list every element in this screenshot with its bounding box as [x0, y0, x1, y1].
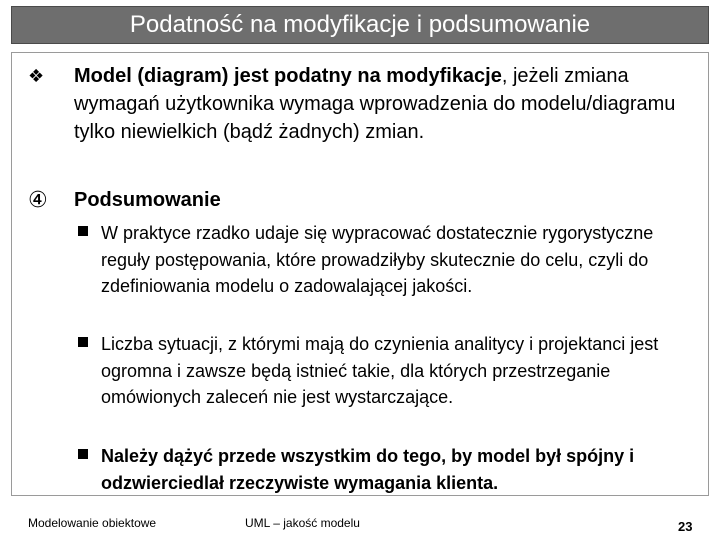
bullet-modifiability [28, 62, 688, 146]
bullet-summary-label: Podsumowanie [74, 189, 221, 211]
bullet-modifiability-text [74, 62, 688, 146]
square-bullet-icon [78, 449, 88, 459]
slide-title: Podatność na modyfikacje i podsumowanie [11, 6, 709, 44]
sub-bullet-1 [78, 220, 678, 300]
sub-bullet-2-text: Liczba sytuacji, z którymi mają do czynienia analitycy i projektanci jest ogromna i zawsze będą istnieć takie, dla których przestrzeganie omówionych zaleceń nie jest wystarczające. [101, 334, 659, 407]
sub-bullet-3-text: Należy dążyć przede wszystkim do tego, by model był spójny i odzwierciedlał rzeczywiste wymagania klienta. [101, 446, 635, 493]
sub-bullet-3 [78, 443, 678, 496]
bullet-modifiability-rest: , jeżeli zmiana wymagań użytkownika wymaga wprowadzenia do modelu/diagramu tylko niewielkich (bądź żadnych) zmian. [74, 65, 676, 143]
bullet-summary [28, 186, 688, 214]
footer-course: Modelowanie obiektowe [28, 516, 157, 530]
sub-bullet-2 [78, 331, 678, 411]
circled-four-icon: ④ [28, 187, 48, 212]
page-number: 23 [678, 519, 693, 534]
sub-bullet-1-text: W praktyce rzadko udaje się wypracować dostatecznie rygorystyczne reguły postępowania, które prowadziłyby skutecznie do celu, czyli do zdefiniowania modelu o zadowalającej jakości. [101, 223, 654, 296]
diamond-bullet-icon: ❖ [28, 66, 45, 86]
bullet-modifiability-bold: Model (diagram) jest podatny na modyfikacje [74, 65, 502, 87]
square-bullet-icon [78, 226, 88, 236]
square-bullet-icon [78, 337, 88, 347]
footer-topic: UML – jakość modelu [245, 516, 360, 530]
